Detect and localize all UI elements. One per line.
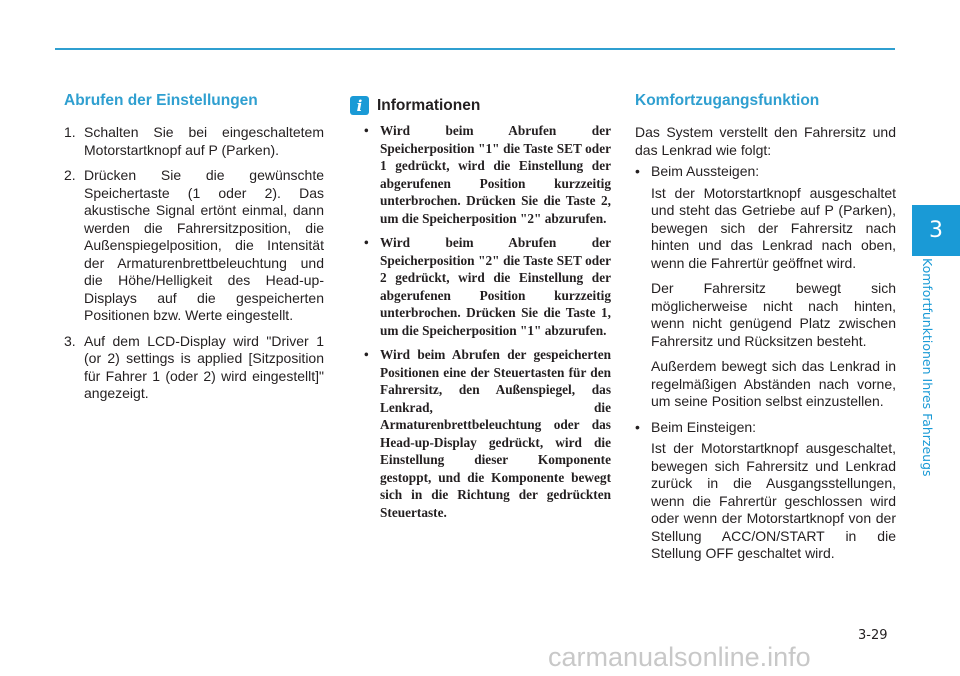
comfort-list [635,419,896,437]
column-recall-settings [64,92,324,411]
exit-paragraph: Der Fahrersitz bewegt sich möglicherweise nicht nach hinten, wenn nicht genügend Platz zwischen Fahrersitz und Rücksitzen besteht. [651,280,896,349]
info-icon: i [350,96,369,115]
info-item-text: Wird beim Abrufen der gespeicherten Positionen eine der Steuertasten für den Fahrersitz, den Außenspiegel, das Lenkrad, die Armaturenbrettbeleuchtung oder das Head-up-Display gedrückt, wird die Einstellung dieser Komponente gestoppt, und die Komponente bewegt sich in die Richtung der gedrückten Steuertaste. [380,347,611,520]
exit-label: Beim Aussteigen: [651,163,760,179]
info-item-text: Wird beim Abrufen der Speicherposition "2" die Taste SET oder 2 gedrückt, wird die Einstellung der abgerufenen Position kurzzeitig unterbrochen. Drücken Sie die Taste 1, um die Speicherposition "1" abzurufen. [380,235,611,338]
comfort-item-enter [635,419,896,437]
section-heading-recall: Abrufen der Einstellungen [64,92,258,109]
watermark: carmanualsonline.info [548,642,811,672]
info-title: Informationen [377,96,481,114]
exit-paragraph: Ist der Motorstartknopf ausgeschaltet und steht das Getriebe auf P (Parken), bewegen sich der Fahrersitz nach hinten und das Lenkrad nach oben, wenn die Fahrertür geöffnet wird. [651,184,896,271]
enter-paragraph: Ist der Motorstartknopf ausgeschaltet, bewegen sich Fahrersitz und Lenkrad zurück in die Ausgangsstellungen, wenn die Fahrertür geschlossen wird oder wenn der Motorstartknopf von der Stellung ACC/ON/START in die Stellung OFF geschaltet wird. [651,440,896,561]
info-box [356,92,611,528]
step-text: Drücken Sie die gewünschte Speichertaste (1 oder 2). Das akustische Signal ertönt einmal, dann werden die Fahrersitzposition, die Außenspiegelposition, die Intensität der Armaturenbrettbeleuchtung und die Höhe/Helligkeit des Head-up-Displays auf die gespeicherten Positionen bzw. Werte eingestellt. [84,167,324,323]
info-item [364,122,611,227]
column-comfort-access [635,92,896,571]
intro-text: Das System verstellt den Fahrersitz und das Lenkrad wie folgt: [635,124,896,158]
step-text: Schalten Sie bei eingeschaltetem Motorstartknopf auf P (Parken). [84,124,324,158]
exit-paragraph: Außerdem bewegt sich das Lenkrad in regelmäßigen Abständen nach vorne, um seine Position selbst einzustellen. [651,358,896,409]
chapter-number: 3 [929,218,943,243]
step-item [64,124,324,159]
step-item [64,167,324,325]
chapter-tab [912,205,960,256]
info-list [364,122,611,521]
bullet-icon: • [364,123,369,138]
step-item [64,333,324,403]
info-header [350,96,611,115]
comfort-list [635,163,896,181]
info-item [364,346,611,521]
bullet-icon: • [635,418,640,435]
step-number: 3. [64,332,76,349]
enter-label: Beim Einsteigen: [651,418,757,435]
page-number: 3-29 [858,628,888,643]
info-item-text: Wird beim Abrufen der Speicherposition "1" die Taste SET oder 1 gedrückt, wird die Einstellung der abgerufenen Position kurzzeitig unterbrochen. Drücken Sie die Taste 2, um die Speicherposition "2" abzurufen. [380,123,611,226]
step-number: 1. [64,124,76,140]
step-number: 2. [64,167,76,183]
bullet-icon: • [364,235,369,250]
steps-list [64,124,324,403]
bullet-icon: • [364,347,369,362]
comfort-item-exit [635,163,896,181]
info-item [364,234,611,339]
step-text: Auf dem LCD-Display wird "Driver 1 (or 2) settings is applied [Sitzposition für Fahrer 1 (oder 2) wird eingestellt]" angezeigt. [84,332,324,401]
chapter-title: Komfortfunktionen Ihres Fahrzeugs [920,258,935,477]
top-rule [55,48,895,50]
section-heading-comfort: Komfortzugangsfunktion [635,92,820,109]
bullet-icon: • [635,163,640,179]
